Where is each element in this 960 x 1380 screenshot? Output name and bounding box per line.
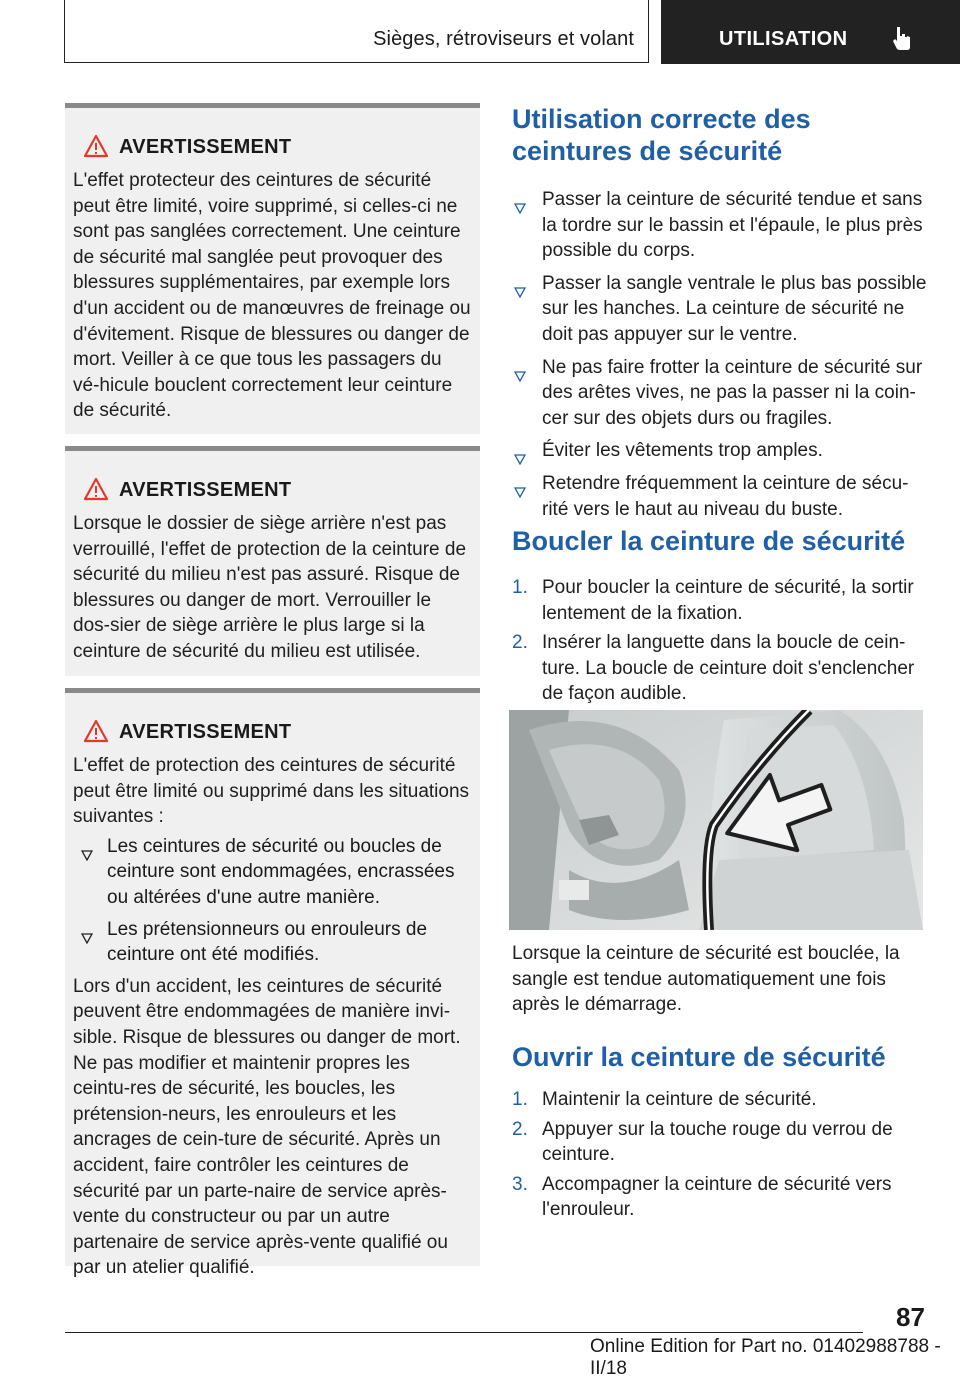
bullet-triangle-icon — [514, 364, 526, 390]
seatbelt-illustration — [509, 710, 923, 930]
warning-triangle-icon — [83, 477, 109, 506]
list-item: 1. Pour boucler la ceinture de sécurité, la sortir lentement de la fixation. — [512, 577, 914, 624]
warning-triangle-icon — [83, 719, 109, 748]
list-item: Éviter les vêtements trop amples. — [512, 438, 930, 464]
header-chapter-label: UTILISATION — [719, 28, 848, 50]
bullet-triangle-icon — [514, 280, 526, 306]
section-title: Ouvrir la ceinture de sécurité — [512, 1042, 886, 1072]
bullet-triangle-icon — [514, 196, 526, 222]
warning-intro: L'effet de protection des ceintures de sécurité peut être limité ou supprimé dans les situations suivantes : — [73, 755, 470, 828]
bullet-triangle-icon — [514, 447, 526, 473]
bullet-list — [512, 187, 930, 522]
numbered-list — [512, 575, 930, 707]
footer-edition: Online Edition for Part no. 01402988788 - II/18 — [590, 1336, 941, 1379]
list-item: Retendre fréquemment la ceinture de sécu‐rité vers le haut au niveau du buste. — [512, 471, 930, 522]
list-item: Passer la ceinture de sécurité tendue et sans la tordre sur le bassin et l'épaule, le plus près possible du corps. — [512, 187, 930, 264]
footer-divider — [65, 1332, 863, 1333]
list-item: Les ceintures de sécurité ou boucles de ceinture sont endommagées, encrassées ou altérées d'une autre manière. — [73, 834, 472, 911]
warning-title: AVERTISSEMENT — [119, 721, 292, 743]
bullet-triangle-icon — [514, 480, 526, 506]
bullet-triangle-icon — [81, 926, 93, 952]
list-item: 2. Appuyer sur la touche rouge du verrou de ceinture. — [512, 1118, 893, 1166]
warning-text: Lorsque le dossier de siège arrière n'est pas verrouillé, l'effet de protection de la ceinture de sécurité du milieu n'est pas assuré. Risque de blessures ou danger de mort. Verrouiller le dos‐sier de siège arrière le plus large si la ceinture de sécurité du milieu est utilisée. — [73, 513, 467, 662]
list-item: Passer la sangle ventrale le plus bas possible sur les hanches. La ceinture de sécurité ne doit pas appuyer sur le ventre. — [512, 271, 930, 348]
section-buckle — [512, 525, 930, 711]
section-title: Boucler la ceinture de sécurité — [512, 526, 906, 556]
section-open — [512, 1041, 930, 1227]
list-item: Les prétensionneurs ou enrouleurs de ceinture ont été modifiés. — [73, 917, 472, 968]
warning-box-2 — [65, 446, 480, 676]
hand-pointer-icon — [891, 25, 913, 56]
header-chapter-tab — [661, 0, 960, 64]
warning-title: AVERTISSEMENT — [119, 479, 292, 501]
warning-text: Lors d'un accident, les ceintures de sécurité peuvent être endommagées de manière invi‐sible. Risque de blessures ou danger de mort. Ne pas modifier et maintenir propres les ceintu‐res de sécurité, les boucles, les prétension‐neurs, les enrouleurs et les ancrages de cein‐ture de sécurité. Après un accident, faire contrôler les ceintures de sécurité par un parte‐naire de service après-vente du constructeur ou par un autre partenaire de service après-vente qualifié ou par un atelier qualifié. — [73, 975, 461, 1279]
warning-list — [73, 834, 472, 968]
warning-box-3 — [65, 688, 480, 1279]
section-correct-use — [512, 103, 930, 529]
list-item: 1. Maintenir la ceinture de sécurité. — [512, 1089, 817, 1110]
list-item: Ne pas faire frotter la ceinture de sécurité sur des arêtes vives, ne pas la passer ni la coin‐cer sur des objets durs ou fragiles. — [512, 355, 930, 432]
bullet-triangle-icon — [81, 843, 93, 869]
section-title: Utilisation correcte des ceintures de sécurité — [512, 104, 811, 166]
numbered-list — [512, 1087, 930, 1223]
page-number: 87 — [896, 1302, 925, 1332]
warning-title: AVERTISSEMENT — [119, 136, 292, 158]
list-item: 2. Insérer la languette dans la boucle de cein‐ture. La boucle de ceinture doit s'enclencher de façon audible. — [512, 632, 915, 705]
warning-text: L'effet protecteur des ceintures de sécurité peut être limité, voire supprimé, si celles-ci ne sont pas sanglées correctement. Une ceinture de sécurité mal sanglée peut provoquer des blessures supplémentaires, par exemple lors d'un accident ou de manœuvres de freinage ou d'évitement. Risque de blessures ou danger de mort. Veiller à ce que tous les passagers du vé‐hicule bouclent correctement leur ceinture de sécurité. — [73, 170, 471, 422]
list-item: 3. Accompagner la ceinture de sécurité vers l'enrouleur. — [512, 1173, 892, 1221]
paragraph: Lorsque la ceinture de sécurité est bouclée, la sangle est tendue automatiquement une fois après le démarrage. — [512, 943, 900, 1016]
buckle-note — [512, 941, 930, 1018]
header-section-title: Sièges, rétroviseurs et volant — [373, 28, 634, 50]
header-section-box — [64, 0, 649, 63]
warning-box-1 — [65, 103, 480, 434]
warning-triangle-icon — [83, 134, 109, 163]
